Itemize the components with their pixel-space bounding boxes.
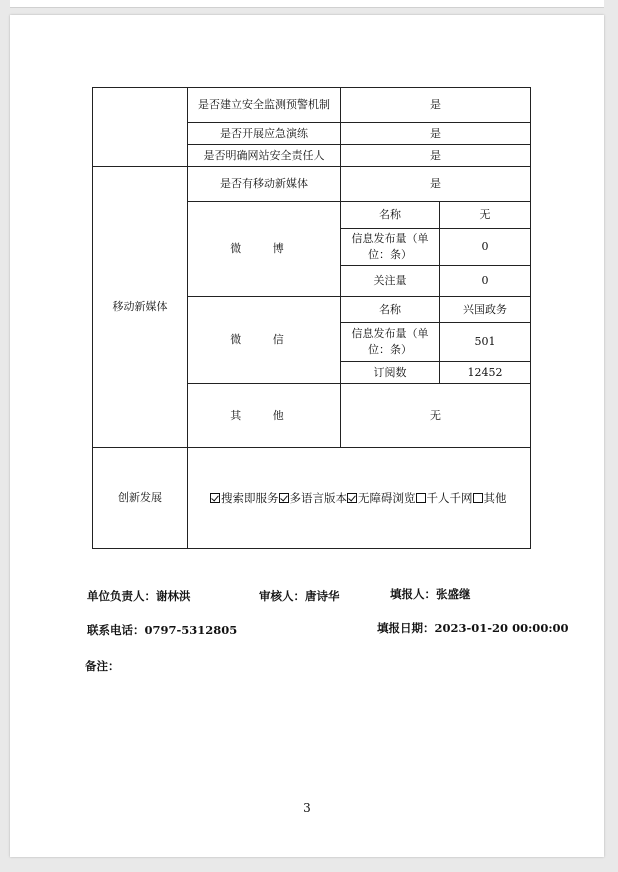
option-other[interactable] [473,491,507,505]
reviewer-label: 审核人： [259,589,305,603]
wechat-posts-value: 501 [440,323,531,362]
innovation-label: 创新发展 [93,448,188,549]
row-value: 是 [341,123,531,145]
checkbox-icon[interactable] [279,493,289,503]
checkbox-icon[interactable] [416,493,426,503]
table-row [93,167,531,202]
option-accessibility[interactable] [347,491,416,505]
page-number: 3 [303,801,311,815]
option-multilingual[interactable] [279,491,348,505]
other-value: 无 [341,384,531,448]
date-value: 2023-01-20 00:00:00 [434,621,569,635]
weibo-posts-label: 信息发布量（单位：条） [341,229,440,266]
row-value: 是 [341,167,531,202]
weibo-name-label: 名称 [341,202,440,229]
unit-head-label: 单位负责人： [87,589,156,603]
phone-label: 联系电话： [87,623,145,637]
filler [390,586,471,602]
filler-label: 填报人： [390,587,436,601]
document-page [10,15,604,857]
unit-head [87,588,191,604]
remark-label: 备注： [85,659,120,673]
option-label: 无障碍浏览 [358,491,416,505]
reviewer-value: 唐诗华 [305,589,340,603]
unit-head-value: 谢林洪 [156,589,191,603]
weibo-name-value: 无 [440,202,531,229]
reviewer [259,588,340,604]
report-table [92,87,531,549]
option-personalized[interactable] [416,491,473,505]
option-label: 多语言版本 [289,491,347,505]
table-row [93,88,531,123]
wechat-subs-label: 订阅数 [341,362,440,384]
fill-date [377,620,569,636]
remark [85,658,120,674]
empty-section-cell [93,88,188,167]
mobile-section-label: 移动新媒体 [93,167,188,448]
option-search-as-service[interactable] [210,491,279,505]
contact-phone [87,622,237,638]
option-label: 千人千网 [426,491,473,505]
row-label: 是否有移动新媒体 [188,167,341,202]
wechat-name-value: 兴国政务 [440,297,531,323]
row-value: 是 [341,145,531,167]
table-row [93,448,531,549]
innovation-options [188,448,531,549]
wechat-subs-value: 12452 [440,362,531,384]
wechat-label: 微 信 [188,297,341,384]
other-label: 其 他 [188,384,341,448]
row-label: 是否建立安全监测预警机制 [188,88,341,123]
weibo-follows-value: 0 [440,266,531,297]
option-label: 搜索即服务 [221,491,279,505]
checkbox-icon[interactable] [347,493,357,503]
phone-value: 0797-5312805 [144,623,238,637]
filler-value: 张盛继 [436,587,471,601]
weibo-posts-value: 0 [440,229,531,266]
row-label: 是否明确网站安全责任人 [188,145,341,167]
weibo-label: 微 博 [188,202,341,297]
previous-page-edge [10,0,604,8]
wechat-posts-label: 信息发布量（单位：条） [341,323,440,362]
date-label: 填报日期： [377,621,435,635]
checkbox-icon[interactable] [473,493,483,503]
wechat-name-label: 名称 [341,297,440,323]
checkbox-icon[interactable] [210,493,220,503]
row-label: 是否开展应急演练 [188,123,341,145]
weibo-follows-label: 关注量 [341,266,440,297]
option-label: 其他 [483,491,507,505]
row-value: 是 [341,88,531,123]
